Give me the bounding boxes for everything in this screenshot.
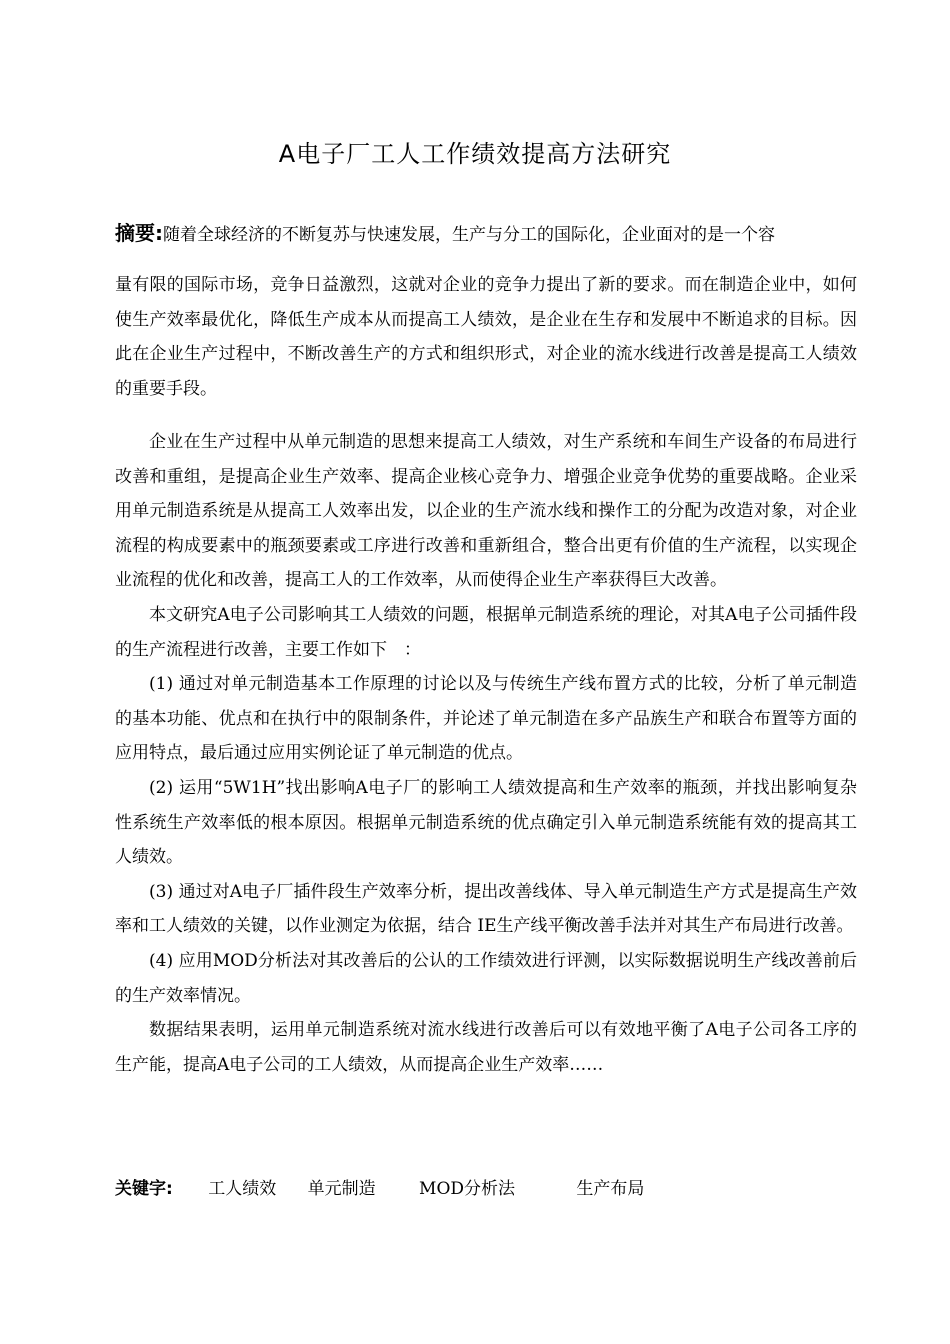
list-item-3: (3) 通过对A电子厂插件段生产效率分析，提出改善线体、导入单元制造生产方式是提高生产效率和工人绩效的关键，以作业测定为依据，结合 IE生产线平衡改善手法并对其生产布局进行改善。 <box>115 881 857 937</box>
document-title: A电子厂工人工作绩效提高方法研究 <box>278 140 672 168</box>
keyword: MOD分析法 <box>419 1179 516 1199</box>
keyword: 单元制造 <box>307 1179 376 1199</box>
keywords-label: 关键字: <box>115 1179 173 1199</box>
abstract-first-line <box>115 218 857 250</box>
paragraph-research-scope: 本文研究A电子公司影响其工人绩效的问题，根据单元制造系统的理论，对其A电子公司插件段的生产流程进行改善，主要工作如下 ： <box>115 604 857 660</box>
keyword: 工人绩效 <box>208 1179 277 1199</box>
body-text <box>115 425 857 1082</box>
abstract-label: 摘要: <box>115 221 163 245</box>
abstract-text-continued: 量有限的国际市场，竞争日益激烈，这就对企业的竞争力提出了新的要求。而在制造企业中，如何使生产效率最优化，降低生产成本从而提高工人绩效，是企业在生存和发展中不断追求的目标。因此在企业生产过程中，不断改善生产的方式和组织形式，对企业的流水线进行改善是提高工人绩效的重要手段。 <box>115 275 857 399</box>
list-item-4: (4) 应用MOD分析法对其改善后的公认的工作绩效进行评测，以实际数据说明生产线改善前后的生产效率情况。 <box>115 950 857 1006</box>
keyword: 生产布局 <box>576 1179 645 1199</box>
abstract-text-start: 随着全球经济的不断复苏与快速发展，生产与分工的国际化，企业面对的是一个容 <box>163 225 775 245</box>
list-item-1: (1) 通过对单元制造基本工作原理的讨论以及与传统生产线布置方式的比较，分析了单元制造的基本功能、优点和在执行中的限制条件，并论述了单元制造在多产品族生产和联合布置等方面的应用特点，最后通过应用实例论证了单元制造的优点。 <box>115 674 857 764</box>
list-item-2: (2) 运用“5W1H”找出影响A电子厂的影响工人绩效提高和生产效率的瓶颈，并找出影响复杂性系统生产效率低的根本原因。根据单元制造系统的优点确定引入单元制造系统能有效的提高其工人绩效。 <box>115 777 857 868</box>
paragraph-cell-manufacturing: 企业在生产过程中从单元制造的思想来提高工人绩效，对生产系统和车间生产设备的布局进行改善和重组，是提高企业生产效率、提高企业核心竞争力、增强企业竞争优势的重要战略。企业采用单元制造系统是从提高工人效率出发，以企业的生产流水线和操作工的分配为改造对象，对企业流程的构成要素中的瓶颈要素或工序进行改善和重新组合，整合出更有价值的生产流程，以实现企业流程的优化和改善，提高工人的工作效率，从而使得企业生产率获得巨大改善。 <box>115 432 857 591</box>
paragraph-conclusion: 数据结果表明，运用单元制造系统对流水线进行改善后可以有效地平衡了A电子公司各工序的生产能，提高A电子公司的工人绩效，从而提高企业生产效率…… <box>115 1020 857 1075</box>
keywords-line <box>115 1176 857 1202</box>
